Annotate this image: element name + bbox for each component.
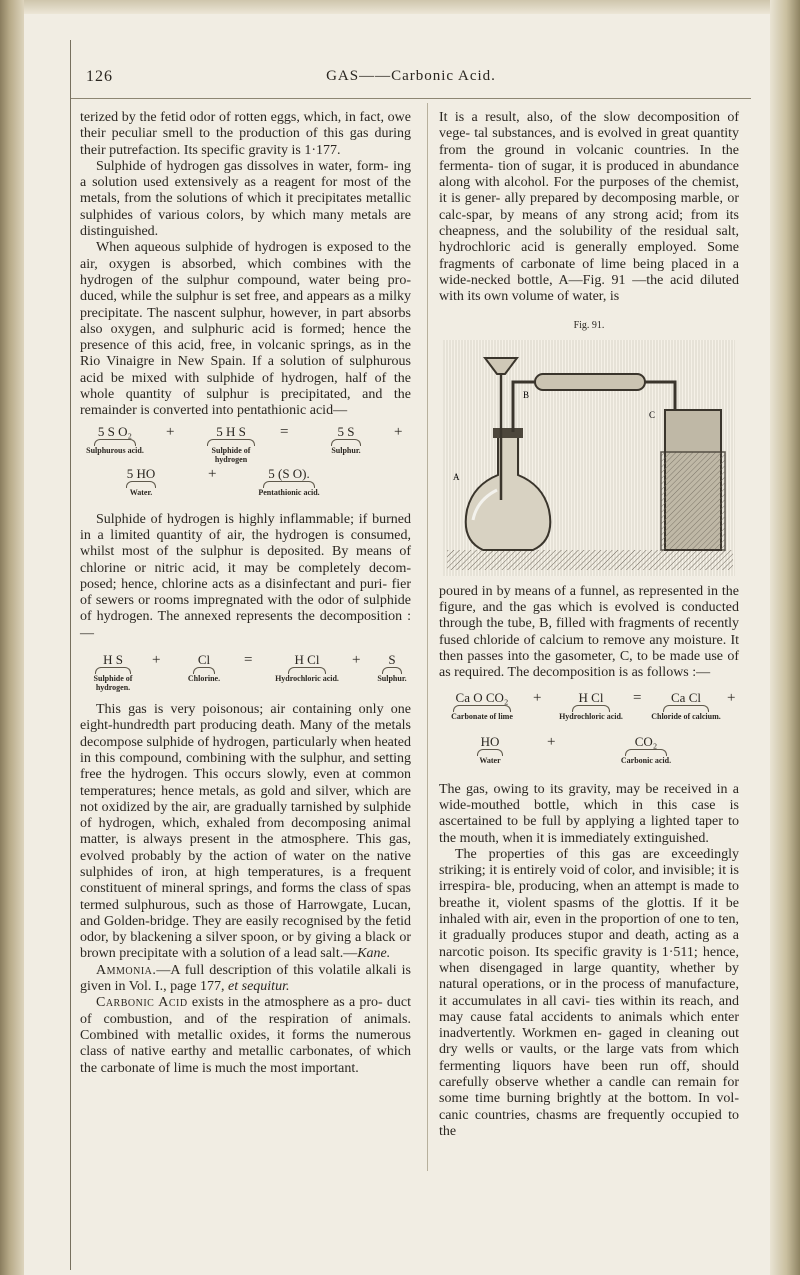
drying-tube-b <box>535 374 645 390</box>
eq-term: H Cl Hydrochloric acid. <box>559 689 623 721</box>
column-divider <box>427 103 428 1171</box>
paragraph-text: This gas is very poisonous; air containing only one eight-hundredth part producing death. Many of the metals decompose sulphide of hydrogen, particularly when heated in this compound, combining with the sulphur, and setting free the hydrogen. This occurs slowly, even at common temperatures; hence metals, as gold and silver, which are not oxidized by the air, are gradually tarnished by sulphide of hydrogen, which, exhaled from decomposing animal matter, is always present in the atmosphere. This gas, evolved probably by the action of water on the native sulphides of iron, at high temperatures, is a frequent constituent of mineral springs, and forms the class of spas termed sulphurous, such as those of Harrowgate, Lucan, and Golden-bridge. They are easily recognised by the fetid odor, by blackening a silver spoon, or by giving a black or brown precipitate with a solution of a lead salt.— <box>80 702 411 962</box>
paragraph: The properties of this gas are exceedingly striking; it is entirely void of color, and invisible; it is irrespira- ble, producing, when an attempt is made to breathe it, violent spasms of the glottis. If it be inhaled with air, even in the proportion of one to ten, it gradually produces stupor and death, acting as a narcotic poison. Its specific gravity is 1·511; hence, when disengaged in large quantity, whether by natural operations, or in the process of manufacture, it accumulates in all cavi- ties within its reach, and may cause fatal accidents to animals which enter inadvertently. Workmen en- gaged in cleaning out dry wells or vaults, or the large vats from which fermenting liquors have been run off, should carefully observe whether a candle can remain for some time burning brightly at the bottom. In vol- canic countries, chasms are frequently occupied to the <box>439 846 739 1139</box>
label-a: A <box>453 471 460 482</box>
eq-term: CO₂ Carbonic acid. <box>620 733 672 765</box>
paragraph: terized by the fetid odor of rotten eggs, which, in fact, owe their peculiar smell to the production of this gas during their putrefaction. Its specific gravity is 1·177. <box>80 110 411 158</box>
figure-gas-apparatus <box>443 340 735 576</box>
equation-carbonic <box>439 690 739 776</box>
eq-term: Ca O CO₂ Carbonate of lime <box>451 689 513 721</box>
book-fore-edge <box>770 0 800 1275</box>
book-gutter-edge <box>0 0 24 1275</box>
eq-term: HO Water <box>465 734 515 765</box>
book-page <box>70 40 751 1270</box>
eq-term: 5 HO Water. <box>126 465 156 497</box>
eq-operator: + <box>166 423 175 440</box>
eq-term: Ca Cl Chloride of calcium. <box>651 689 721 721</box>
eq-operator: + <box>533 689 542 706</box>
eq-term: S Sulphur. <box>377 652 407 684</box>
running-head <box>86 64 736 90</box>
eq-operator: = <box>244 652 253 669</box>
paragraph-text: exists in the atmosphere as a pro- duct of combustion, and of the respiration of animals. Combined with metallic oxides, it forms the numerous class of native earthy and metallic carbonates, of which the carbonate of lime is much the most important. <box>80 995 412 1076</box>
equation-pentathionic <box>80 424 411 506</box>
citation: et sequitur. <box>228 979 290 995</box>
paragraph: It is a result, also, of the slow decomposition of vege- tal substances, and is evolved in great quantity from the ground in volcanic countries. In the fermenta- tion of sugar, it is produced in abundance along with alcohol. For the purposes of the chemist, it is gener- ally prepared by decomposing marble, or calc-spar, by means of any strong acid; from its cheapness, and the solubility of the residual salt, hydrochloric acid is generally employed. Some fragments of carbonate of lime being placed in a wide-necked bottle, A—Fig. 91 —the acid diluted with its own volume of water, is <box>439 110 739 305</box>
paragraph-text: —A full description of this volatile alkali is given in Vol. I., page 177, <box>80 962 411 995</box>
eq-operator: = <box>633 689 642 706</box>
eq-operator: + <box>727 689 736 706</box>
paragraph: When aqueous sulphide of hydrogen is exposed to the air, oxygen is absorbed, which combines with the hydrogen of the sulphur compound, water being pro- duced, while the sulphur is set free, and appears as a milky precipitate. The nascent sulphur, however, in part absorbs also oxygen, and sulphuric acid is formed; hence the presence of this acid, free, in volcanic springs, as in the Rio Vinaigre in New Spain. If a solution of sulphurous acid be mixed with sulphide of hydrogen, half of the whole quantity of sulphur is precipitated, and the remainder is converted into pentathionic acid— <box>80 240 411 419</box>
header-rule <box>71 98 751 99</box>
paragraph: Sulphide of hydrogen gas dissolves in water, form- ing a solution used extensively as a reagent for most of the metals, from the solutions of which it precipitates metallic sulphides of various colors, by which many metals are distinguished. <box>80 158 411 240</box>
section-head: Ammonia. <box>96 962 157 978</box>
eq-operator: + <box>547 733 556 750</box>
equation-chlorine <box>80 652 411 696</box>
eq-operator: + <box>352 652 361 669</box>
eq-term: Cl Chlorine. <box>187 652 221 684</box>
eq-term: 5 S Sulphur. <box>331 423 361 455</box>
citation: Kane. <box>357 946 391 962</box>
eq-operator: + <box>208 465 217 482</box>
eq-operator: + <box>152 652 161 669</box>
page-top-edge <box>24 0 770 14</box>
paragraph: Sulphide of hydrogen is highly inflammable; if burned in a limited quantity of air, the hydrogen is consumed, whilst most of the sulphur is deposited. By means of chlorine or nitric acid, it may be completely decom- posed; hence, chlorine acts as a disinfectant and puri- fier of sewers or rooms impregnated with the odor of sulphide of hydrogen. The annexed represents the decomposition :— <box>80 511 411 641</box>
eq-term: H Cl Hydrochloric acid. <box>275 652 339 684</box>
figure-caption: Fig. 91. <box>573 319 605 331</box>
right-column <box>439 110 739 1140</box>
eq-term: H S Sulphide of hydrogen. <box>93 652 133 693</box>
paragraph <box>80 702 411 963</box>
paragraph <box>80 963 411 996</box>
eq-term: 5 H S Sulphide of hydrogen <box>196 424 266 464</box>
page-number: 126 <box>86 68 113 85</box>
paragraph: poured in by means of a funnel, as represented in the figure, and the gas which is evolved is conducted through the tube, B, filled with fragments of recently fused chloride of calcium to remove any moisture. It then passes into the gasometer, C, to be made use of as required. The decomposition is as follows :— <box>439 583 739 681</box>
table-surface <box>447 550 733 570</box>
eq-operator: = <box>280 423 289 440</box>
section-head: Carbonic Acid <box>96 995 188 1011</box>
label-c: C <box>649 409 656 420</box>
eq-term: 5 (S O). Pentathionic acid. <box>258 465 320 497</box>
eq-term: 5 S O₂ Sulphurous acid. <box>86 423 144 455</box>
flask-stopper <box>493 428 523 438</box>
paragraph <box>80 995 411 1076</box>
eq-operator: + <box>394 423 403 440</box>
label-b: B <box>523 389 530 400</box>
apparatus-illustration <box>443 340 735 576</box>
left-column <box>80 110 411 1077</box>
running-title: GAS——Carbonic Acid. <box>326 68 496 84</box>
paragraph: The gas, owing to its gravity, may be received in a wide-mouthed bottle, which in this case is ascertained to be full by applying a lighted taper to the mouth, when it is immediately extinguished. <box>439 781 739 846</box>
